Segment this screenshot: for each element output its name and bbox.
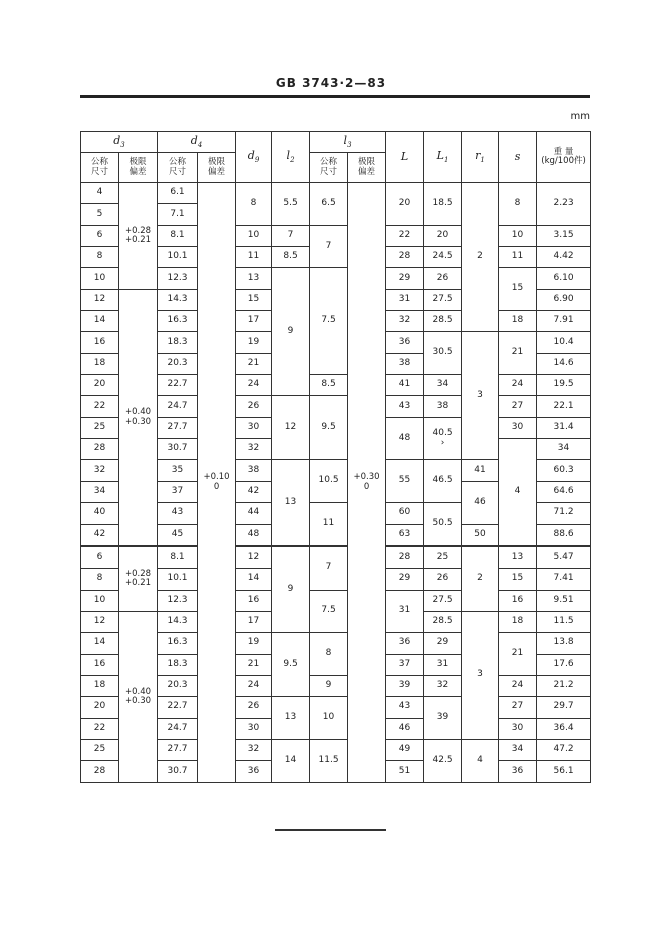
d3-cell: 20 <box>81 375 119 396</box>
l3-limit-header: 极限 偏差 <box>348 153 386 183</box>
l3-cell: 7 <box>310 225 348 268</box>
L-cell: 41 <box>386 375 424 396</box>
s-cell: 30 <box>499 718 537 739</box>
d4-cell: 7.1 <box>158 204 198 225</box>
l2-cell: 8.5 <box>272 247 310 268</box>
table-row <box>81 739 591 760</box>
weight-cell: 36.4 <box>537 718 591 739</box>
weight-cell: 21.2 <box>537 675 591 696</box>
L-cell: 46 <box>386 718 424 739</box>
L-cell: 31 <box>386 590 424 633</box>
table-row <box>81 675 591 696</box>
L-cell: 60 <box>386 503 424 524</box>
s-cell: 18 <box>499 311 537 332</box>
L1-cell: 46.5 <box>424 460 462 503</box>
d3-tolerance: +0.28 +0.21 <box>119 183 158 290</box>
weight-cell: 5.47 <box>537 546 591 568</box>
d9-cell: 16 <box>236 590 272 611</box>
d9-cell: 10 <box>236 225 272 246</box>
weight-cell: 88.6 <box>537 524 591 546</box>
col-d3-header: $d_3$ <box>81 132 158 153</box>
L-cell: 37 <box>386 654 424 675</box>
d3-cell: 6 <box>81 546 119 568</box>
d9-cell: 26 <box>236 396 272 417</box>
d4-cell: 43 <box>158 503 198 524</box>
L1-cell: 32 <box>424 675 462 696</box>
table-row <box>81 590 591 611</box>
weight-cell: 22.1 <box>537 396 591 417</box>
col-d4-header: $d_4$ <box>158 132 236 153</box>
d3-cell: 10 <box>81 590 119 611</box>
s-cell: 24 <box>499 675 537 696</box>
weight-cell: 13.8 <box>537 633 591 654</box>
dimension-table <box>80 131 591 783</box>
col-l2-header: $l_2$ <box>272 132 310 183</box>
l3-cell: 10.5 <box>310 460 348 503</box>
l3-cell: 9.5 <box>310 396 348 460</box>
L1-cell: 39 <box>424 697 462 740</box>
L1-cell: 28.5 <box>424 311 462 332</box>
d3-cell: 28 <box>81 761 119 783</box>
d4-cell: 16.3 <box>158 311 198 332</box>
d3-tolerance: +0.40 +0.30 <box>119 289 158 546</box>
d9-cell: 48 <box>236 524 272 546</box>
weight-cell: 56.1 <box>537 761 591 783</box>
weight-cell: 6.10 <box>537 268 591 289</box>
L-cell: 63 <box>386 524 424 546</box>
d4-cell: 37 <box>158 481 198 502</box>
weight-cell: 2.23 <box>537 183 591 226</box>
weight-cell: 71.2 <box>537 503 591 524</box>
L1-cell: 28.5 <box>424 611 462 632</box>
L-cell: 43 <box>386 396 424 417</box>
l2-cell: 13 <box>272 460 310 546</box>
d4-cell: 18.3 <box>158 654 198 675</box>
weight-cell: 14.6 <box>537 353 591 374</box>
d9-cell: 17 <box>236 611 272 632</box>
d9-cell: 38 <box>236 460 272 481</box>
s-cell: 36 <box>499 761 537 783</box>
d4-cell: 6.1 <box>158 183 198 204</box>
s-cell: 24 <box>499 375 537 396</box>
col-d9-header: $d_9$ <box>236 132 272 183</box>
d4-cell: 18.3 <box>158 332 198 353</box>
weight-cell: 3.15 <box>537 225 591 246</box>
d9-cell: 24 <box>236 675 272 696</box>
L1-cell: 27.5 <box>424 289 462 310</box>
d3-tolerance: +0.28 +0.21 <box>119 546 158 611</box>
d9-cell: 32 <box>236 739 272 760</box>
L-cell: 32 <box>386 311 424 332</box>
L1-cell: 34 <box>424 375 462 396</box>
d9-cell: 21 <box>236 353 272 374</box>
l2-cell: 7 <box>272 225 310 246</box>
l3-cell: 6.5 <box>310 183 348 226</box>
L-cell: 29 <box>386 268 424 289</box>
l2-cell: 14 <box>272 739 310 782</box>
weight-cell: 29.7 <box>537 697 591 718</box>
s-cell: 11 <box>499 247 537 268</box>
L-cell: 20 <box>386 183 424 226</box>
l3-cell: 11.5 <box>310 739 348 782</box>
r1-cell: 4 <box>462 739 499 782</box>
d3-cell: 20 <box>81 697 119 718</box>
L1-cell: 18.5 <box>424 183 462 226</box>
d3-nominal-header: 公称 尺寸 <box>81 153 119 183</box>
weight-cell: 17.6 <box>537 654 591 675</box>
d3-cell: 12 <box>81 611 119 632</box>
l3-cell: 7.5 <box>310 590 348 633</box>
r1-cell: 4 <box>499 439 537 547</box>
d3-cell: 18 <box>81 675 119 696</box>
header-rule <box>80 95 590 98</box>
L1-cell: 40.5 › <box>424 417 462 460</box>
d4-limit-header: 极限 偏差 <box>198 153 236 183</box>
d4-cell: 22.7 <box>158 697 198 718</box>
d9-cell: 11 <box>236 247 272 268</box>
L1-cell: 42.5 <box>424 739 462 782</box>
d4-cell: 24.7 <box>158 396 198 417</box>
d3-cell: 10 <box>81 268 119 289</box>
L-cell: 51 <box>386 761 424 783</box>
d3-cell: 14 <box>81 311 119 332</box>
d4-cell: 14.3 <box>158 289 198 310</box>
col-L-header: L <box>386 132 424 183</box>
d3-cell: 22 <box>81 396 119 417</box>
L1-cell: 26 <box>424 268 462 289</box>
d4-cell: 22.7 <box>158 375 198 396</box>
L-cell: 36 <box>386 633 424 654</box>
d9-cell: 21 <box>236 654 272 675</box>
L-cell: 49 <box>386 739 424 760</box>
l3-cell: 8 <box>310 633 348 676</box>
L1-cell: 38 <box>424 396 462 417</box>
d4-cell: 8.1 <box>158 546 198 568</box>
L-cell: 55 <box>386 460 424 503</box>
s-cell: 21 <box>499 332 537 375</box>
weight-cell: 19.5 <box>537 375 591 396</box>
col-weight-header: 重 量 (kg/100件) <box>537 132 591 183</box>
table-row <box>81 633 591 654</box>
weight-cell: 47.2 <box>537 739 591 760</box>
L-cell: 28 <box>386 247 424 268</box>
d4-cell: 16.3 <box>158 633 198 654</box>
d3-cell: 16 <box>81 332 119 353</box>
table-row <box>81 697 591 718</box>
l3-cell: 10 <box>310 697 348 740</box>
L-cell: 36 <box>386 332 424 353</box>
d9-cell: 44 <box>236 503 272 524</box>
L1-cell: 50.5 <box>424 503 462 547</box>
d3-cell: 25 <box>81 417 119 438</box>
s-cell: 10 <box>499 225 537 246</box>
d9-cell: 19 <box>236 332 272 353</box>
d9-cell: 14 <box>236 569 272 590</box>
L1-cell: 27.5 <box>424 590 462 611</box>
L1-cell: 25 <box>424 546 462 568</box>
d4-cell: 24.7 <box>158 718 198 739</box>
L1-cell: 29 <box>424 633 462 654</box>
s-cell: 18 <box>499 611 537 632</box>
weight-cell: 4.42 <box>537 247 591 268</box>
s-cell: 8 <box>499 183 537 226</box>
d3-cell: 28 <box>81 439 119 460</box>
l3-cell: 8.5 <box>310 375 348 396</box>
s-cell: 34 <box>537 439 591 460</box>
d4-cell: 8.1 <box>158 225 198 246</box>
r1-cell: 3 <box>462 611 499 739</box>
l3-cell: 7.5 <box>310 268 348 375</box>
weight-cell: 60.3 <box>537 460 591 481</box>
s-cell: 34 <box>499 739 537 760</box>
d9-cell: 24 <box>236 375 272 396</box>
weight-cell: 64.6 <box>537 481 591 502</box>
d9-cell: 19 <box>236 633 272 654</box>
d3-cell: 18 <box>81 353 119 374</box>
col-L1-header: $L_1$ <box>424 132 462 183</box>
L1-cell: 31 <box>424 654 462 675</box>
d3-limit-header: 极限 偏差 <box>119 153 158 183</box>
header-row <box>81 132 591 153</box>
s-cell: 50 <box>462 524 499 546</box>
d9-cell: 8 <box>236 183 272 226</box>
l3-tolerance: +0.30 0 <box>348 183 386 783</box>
footer-rule <box>275 829 386 831</box>
L-cell: 22 <box>386 225 424 246</box>
r1-cell: 3 <box>462 332 499 460</box>
L-cell: 39 <box>386 675 424 696</box>
d4-cell: 10.1 <box>158 569 198 590</box>
r1-cell: 2 <box>462 546 499 611</box>
d4-nominal-header: 公称 尺寸 <box>158 153 198 183</box>
s-cell: 30 <box>499 417 537 438</box>
d4-cell: 12.3 <box>158 590 198 611</box>
s-cell: 15 <box>499 569 537 590</box>
d9-cell: 15 <box>236 289 272 310</box>
s-cell: 46 <box>462 481 499 524</box>
table-row <box>81 183 591 204</box>
d4-cell: 20.3 <box>158 353 198 374</box>
unit-label: mm <box>570 111 590 122</box>
d9-cell: 30 <box>236 718 272 739</box>
col-r1-header: $r_1$ <box>462 132 499 183</box>
l2-cell: 13 <box>272 697 310 740</box>
d3-cell: 42 <box>81 524 119 546</box>
col-l3-header: $l_3$ <box>310 132 386 153</box>
L-cell: 48 <box>386 417 424 460</box>
d4-cell: 45 <box>158 524 198 546</box>
L-cell: 43 <box>386 697 424 718</box>
table-row <box>81 225 591 246</box>
d3-cell: 8 <box>81 247 119 268</box>
l2-cell: 12 <box>272 396 310 460</box>
s-cell: 41 <box>462 460 499 481</box>
l3-cell: 11 <box>310 503 348 547</box>
l3-cell: 7 <box>310 546 348 590</box>
d4-tolerance: +0.10 0 <box>198 183 236 783</box>
r1-cell: 2 <box>462 183 499 332</box>
table-row <box>81 546 591 568</box>
l2-cell: 5.5 <box>272 183 310 226</box>
table-row <box>81 375 591 396</box>
d3-tolerance: +0.40 +0.30 <box>119 611 158 782</box>
L1-cell: 30.5 <box>424 332 462 375</box>
d3-cell: 22 <box>81 718 119 739</box>
d3-cell: 5 <box>81 204 119 225</box>
L-cell: 28 <box>386 546 424 568</box>
weight-cell: 6.90 <box>537 289 591 310</box>
table-row <box>81 396 591 417</box>
d9-cell: 42 <box>236 481 272 502</box>
s-cell: 13 <box>499 546 537 568</box>
L1-cell: 20 <box>424 225 462 246</box>
l2-cell: 9.5 <box>272 633 310 697</box>
d9-cell: 12 <box>236 546 272 568</box>
col-s-header: s <box>499 132 537 183</box>
d3-cell: 34 <box>81 481 119 502</box>
s-cell: 27 <box>499 697 537 718</box>
d3-cell: 6 <box>81 225 119 246</box>
l3-nominal-header: 公称 尺寸 <box>310 153 348 183</box>
d9-cell: 32 <box>236 439 272 460</box>
d9-cell: 36 <box>236 761 272 783</box>
d4-cell: 20.3 <box>158 675 198 696</box>
l2-cell: 9 <box>272 546 310 632</box>
d4-cell: 10.1 <box>158 247 198 268</box>
l2-cell: 9 <box>272 268 310 396</box>
d9-cell: 26 <box>236 697 272 718</box>
table-row <box>81 268 591 289</box>
d3-cell: 16 <box>81 654 119 675</box>
s-cell: 15 <box>499 268 537 311</box>
d4-cell: 35 <box>158 460 198 481</box>
d3-cell: 8 <box>81 569 119 590</box>
d3-cell: 40 <box>81 503 119 524</box>
l3-cell: 9 <box>310 675 348 696</box>
weight-cell: 9.51 <box>537 590 591 611</box>
weight-cell: 7.41 <box>537 569 591 590</box>
d4-cell: 30.7 <box>158 439 198 460</box>
d4-cell: 12.3 <box>158 268 198 289</box>
d4-cell: 27.7 <box>158 417 198 438</box>
d9-cell: 30 <box>236 417 272 438</box>
d3-cell: 14 <box>81 633 119 654</box>
L1-cell: 26 <box>424 569 462 590</box>
weight-cell: 31.4 <box>537 417 591 438</box>
L-cell: 38 <box>386 353 424 374</box>
L-cell: 31 <box>386 289 424 310</box>
d9-cell: 13 <box>236 268 272 289</box>
d4-cell: 30.7 <box>158 761 198 783</box>
d3-cell: 25 <box>81 739 119 760</box>
standard-code: GB 3743·2—83 <box>275 76 387 90</box>
weight-cell: 10.4 <box>537 332 591 353</box>
d9-cell: 17 <box>236 311 272 332</box>
L-cell: 29 <box>386 569 424 590</box>
L1-cell: 24.5 <box>424 247 462 268</box>
s-cell: 16 <box>499 590 537 611</box>
d4-cell: 14.3 <box>158 611 198 632</box>
weight-cell: 7.91 <box>537 311 591 332</box>
s-cell: 27 <box>499 396 537 417</box>
weight-cell: 11.5 <box>537 611 591 632</box>
d4-cell: 27.7 <box>158 739 198 760</box>
d3-cell: 12 <box>81 289 119 310</box>
d3-cell: 32 <box>81 460 119 481</box>
s-cell: 21 <box>499 633 537 676</box>
d3-cell: 4 <box>81 183 119 204</box>
